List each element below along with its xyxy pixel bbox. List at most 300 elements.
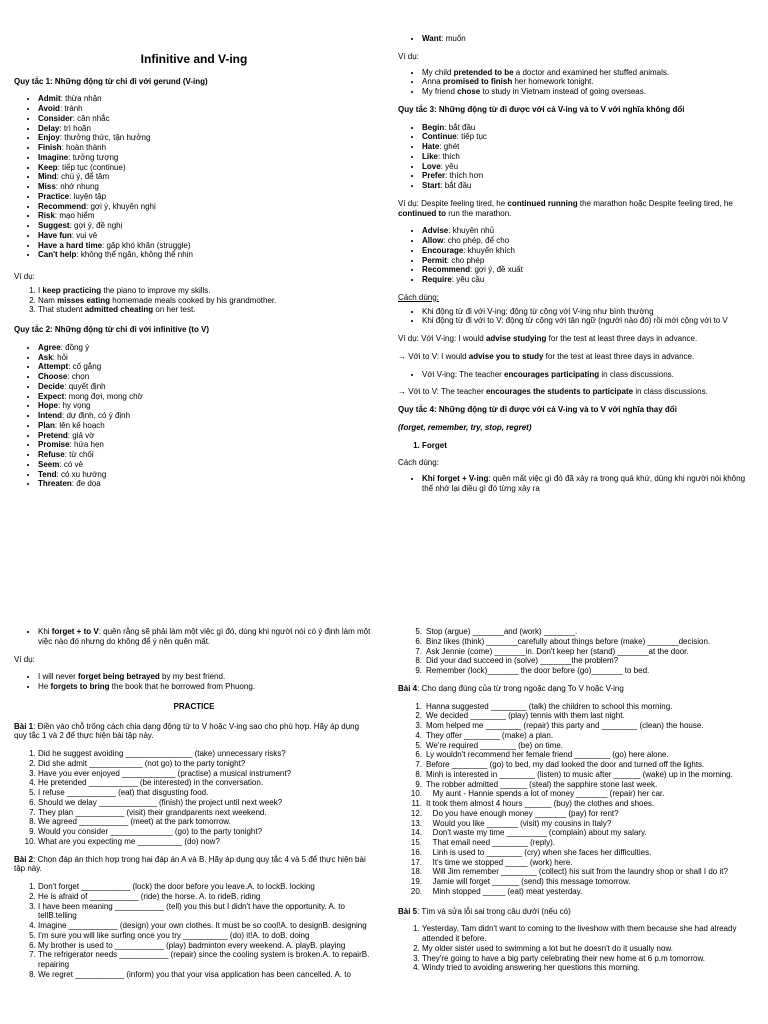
- example-text: I will never: [38, 672, 79, 682]
- highlight-text: admitted cheating: [84, 305, 154, 315]
- verb-term: Expect: [38, 391, 65, 401]
- list-item: • Have a hard time: gặp khó khăn (struggle): [38, 241, 374, 251]
- encourage-example-list: [398, 370, 756, 380]
- verb-meaning: gợi ý, đề xuất: [474, 265, 523, 275]
- exercise-row: [398, 666, 756, 676]
- verb-term: Begin: [422, 122, 445, 132]
- verb-term: Seem: [38, 459, 60, 469]
- list-item: • Prefer: thích hơn: [422, 171, 756, 181]
- list-item: • Choose: chọn: [38, 372, 374, 382]
- exercise-row: [398, 770, 756, 780]
- item-number: 5.: [415, 740, 422, 750]
- verb-term: Love: [422, 161, 441, 171]
- verb-term: Threaten: [38, 479, 72, 489]
- list-item: • Khi động từ đi với V-ing: động từ cộng với V-ing như bình thường: [422, 307, 756, 317]
- list-item: 8. We agreed ___________ (meet) at the park tomorrow.: [38, 817, 374, 827]
- list-item: • Allow: cho phép, để cho: [422, 236, 756, 246]
- exercise-row: [398, 887, 756, 897]
- list-item: 9. Would you consider ______________ (go) to the party tonight?: [38, 827, 374, 837]
- list-item: • Threaten: đe dọa: [38, 479, 374, 489]
- verb-term: Encourage: [422, 245, 464, 255]
- exercise-5-instruction: Bài 5: Tìm và sửa lỗi sai trong câu dưới (nếu có): [398, 906, 571, 916]
- item-text: Do you have enough money _______ (pay) for rent?: [426, 808, 619, 818]
- bottom-right-column: [398, 627, 756, 973]
- item-text: Stop (argue) _______and (work) _______.: [426, 627, 578, 636]
- item-text: Ask Jennie (come) _______in. Don't keep her (stand) _______at the door.: [426, 646, 689, 656]
- exercise-row: [398, 828, 756, 838]
- advise-example-2: → Với to V: I would advise you to study for the test at least three days in advance.: [398, 351, 695, 361]
- item-number: 6.: [415, 636, 422, 646]
- verb-meaning: từ chối: [69, 450, 94, 460]
- item-number: 14.: [410, 828, 422, 838]
- verb-meaning: thích hơn: [449, 171, 484, 181]
- exercise-row: [398, 656, 756, 666]
- item-text: Mom helped me ________ (repair) this party and ________ (clean) the house.: [426, 721, 704, 730]
- item-number: 2.: [415, 711, 422, 721]
- item-text: We decided ________ (play) tennis with them last night.: [426, 711, 625, 721]
- forget-ving-list: [398, 474, 756, 494]
- verb-term: Miss: [38, 182, 56, 192]
- item-number: 12.: [410, 808, 422, 818]
- item-text: My aunt - Hannie spends a lot of money _______ (repair) her car.: [426, 789, 665, 799]
- verb-meaning: chú ý, để tâm: [61, 172, 110, 182]
- encourage-example-2: → Với to V: The teacher encourages the students to participate in class discussions.: [398, 387, 708, 397]
- item-number: 1.: [415, 701, 422, 711]
- list-item: 8. We regret ___________ (inform) you that your visa application has been cancelled. A. to: [38, 970, 374, 980]
- list-item: • Seem: có vẻ: [38, 460, 374, 470]
- usage-list: [398, 307, 756, 327]
- exercise-row: [398, 702, 756, 712]
- verb-term: Choose: [38, 372, 68, 382]
- verb-term: Advise: [422, 226, 449, 236]
- item-text: Linh is used to ________ (cry) when she faces her difficulties.: [426, 847, 652, 857]
- list-item: • Ask: hỏi: [38, 353, 374, 363]
- verb-term: Consider: [38, 113, 73, 123]
- list-item: 2. My older sister used to swimming a lot but he doesn't do it usually now.: [422, 944, 756, 954]
- want-item-list: [398, 34, 756, 44]
- rule-3-verb-list: [398, 123, 756, 191]
- verb-meaning: nhớ nhung: [60, 182, 99, 192]
- item-number: 4.: [415, 730, 422, 740]
- item-text: Remember (lock)_______ the door before (go)_______ to bed.: [426, 666, 650, 675]
- list-item: 3. I have been meaning ___________ (tell) you this but I didn't have the opportunity. A. to tellB.telling: [38, 902, 374, 922]
- item-text: It's time we stopped _____ (work) here.: [426, 857, 573, 867]
- verb-term: Refuse: [38, 450, 65, 460]
- advise-example-1: Ví dụ: Với V-ing: I would advise studying for the test at least three days in advance.: [398, 334, 698, 343]
- item-number: 19.: [410, 877, 422, 886]
- top-right-column: [398, 34, 756, 494]
- verb-term: Recommend: [422, 265, 471, 275]
- list-item: [38, 296, 374, 306]
- list-item: • Delay: trì hoãn: [38, 124, 374, 134]
- item-number: 8.: [415, 769, 422, 779]
- list-item: 5. I'm sure you will like surfing once you try __________ (do) it!A. to doB. doing: [38, 931, 374, 941]
- verb-term: Require: [422, 275, 452, 284]
- exercise-2-instruction: Bài 2: Chọn đáp án thích hợp trong hai đáp án A và B. Hãy áp dụng quy tắc 4 và 5 để thực hiện bài tập này.: [14, 854, 366, 874]
- list-item: • Practice: luyện tập: [38, 192, 374, 202]
- list-item: • Avoid: tránh: [38, 104, 374, 114]
- item-text: The robber admitted ______ (steal) the sapphire stone last week.: [426, 779, 658, 789]
- item-number: 18.: [410, 867, 422, 877]
- top-left-column: [14, 52, 374, 489]
- rule-1-verb-list: [14, 94, 374, 260]
- exercise-row: [398, 809, 756, 819]
- highlight-text: misses eating: [57, 295, 111, 305]
- verb-meaning: lên kế hoạch: [59, 420, 105, 430]
- example-label: Ví dụ:: [14, 272, 35, 282]
- item-text: That email need ________ (reply).: [426, 838, 555, 847]
- verb-term: Mind: [38, 172, 57, 182]
- list-item: • Advise: khuyên nhủ: [422, 226, 756, 236]
- forget-heading: 1. Forget: [422, 441, 756, 451]
- verb-meaning: quyết định: [68, 381, 106, 391]
- verb-term: Suggest: [38, 221, 70, 231]
- verb-meaning: khuyên nhủ: [452, 226, 495, 236]
- verb-term: Prefer: [422, 171, 446, 181]
- list-item: • Plan: lên kế hoạch: [38, 421, 374, 431]
- item-number: 13.: [410, 818, 422, 828]
- example-text: My child: [422, 67, 454, 77]
- verb-term: Enjoy: [38, 133, 60, 143]
- list-item: • Start: bắt đầu: [422, 181, 756, 191]
- verb-term: Intend: [38, 411, 62, 421]
- list-item: • Like: thích: [422, 152, 756, 162]
- forget-examples: [14, 672, 374, 692]
- verb-meaning: đe dọa: [76, 479, 101, 489]
- list-item: [422, 77, 756, 87]
- verb-term: Like: [422, 151, 439, 161]
- item-text: Jamie will forget ______ (send) this message tomorrow.: [426, 877, 631, 886]
- verb-meaning: tránh: [64, 104, 83, 114]
- exercise-2-list: [14, 882, 374, 980]
- list-item: 6. My brother is used to ___________ (play) badminton every weekend. A. playB. playing: [38, 941, 374, 951]
- exercise-row: [398, 819, 756, 829]
- exercise-row: [398, 799, 756, 809]
- highlight-text: chose: [457, 87, 481, 96]
- item-text: Will Jim remember ________ (collect) his suit from the laundry shop or shall I do it?: [426, 867, 728, 877]
- exercise-4-list: [398, 702, 756, 897]
- verb-meaning: yêu: [445, 161, 459, 171]
- rule-4-heading: Quy tắc 4: Những động từ đi được với cả V-ing và to V với nghĩa thay đổi: [398, 405, 677, 414]
- example-text: the piano to improve my skills.: [101, 285, 211, 295]
- exercise-row: [398, 637, 756, 647]
- list-item: 1. Yesterday, Tam didn't want to coming to the liveshow with them because she had already attended it before.: [422, 924, 756, 944]
- list-item: • Hope: hy vọng: [38, 401, 374, 411]
- item-number: 17.: [410, 857, 422, 867]
- item-number: 7.: [415, 646, 422, 656]
- verb-meaning: đồng ý: [65, 342, 90, 352]
- practice-heading: PRACTICE: [173, 701, 215, 711]
- example-text: a doctor and examined her stuffed animals.: [513, 67, 670, 77]
- verb-meaning: mong đợi, mong chờ: [68, 391, 143, 401]
- item-text: Before ________ (go) to bed, my dad looked the door and turned off the lights.: [426, 760, 705, 769]
- item-text: Hanna suggested ________ (talk) the children to school this morning.: [426, 701, 673, 711]
- verb-meaning: bắt đầu: [448, 122, 476, 132]
- list-item: • Với V-ing: The teacher encourages participating in class discussions.: [422, 370, 756, 380]
- list-item: • Keep: tiếp tục (continue): [38, 163, 374, 173]
- verb-meaning: gợi ý, đề nghị: [74, 221, 123, 231]
- list-item: 2. Did she admit ____________ (not go) to the party tonight?: [38, 759, 374, 769]
- verb-meaning: luyện tập: [73, 191, 107, 201]
- item-text: Ly wouldn't recommend her female friend ________ (go) here alone.: [426, 750, 669, 760]
- list-item: • Intend: dự định, có ý định: [38, 411, 374, 421]
- item-text: It took them almost 4 hours ______ (buy) the clothes and shoes.: [426, 799, 655, 808]
- list-item: 4. Imagine ___________ (design) your own clothes. It must be so cool!A. to designB. designing: [38, 921, 374, 931]
- list-item: 3. Have you ever enjoyed ____________ (practise) a musical instrument?: [38, 769, 374, 779]
- rule-2-verb-list: [14, 343, 374, 489]
- exercise-row: [398, 721, 756, 731]
- verb-meaning: trì hoãn: [63, 123, 91, 133]
- exercise-row: [398, 780, 756, 790]
- verb-meaning: mạo hiểm: [59, 211, 95, 221]
- item-number: 8.: [415, 656, 422, 666]
- list-item: • Permit: cho phép: [422, 256, 756, 266]
- exercise-1-instruction: Bài 1: Điền vào chỗ trống cách chia dạng động từ to V hoặc V-ing sao cho phù hợp. Hãy áp dụng quy tắc 1 và 2 để thực hiện bài tập này.: [14, 721, 360, 741]
- verb-meaning: chọn: [71, 372, 90, 382]
- item-number: 5.: [415, 627, 422, 636]
- verb-term: Promise: [38, 440, 70, 450]
- list-item: 10. What are you expecting me __________ (do) now?: [38, 837, 374, 847]
- item-number: 11.: [411, 799, 422, 808]
- list-item: 3. They're going to have a big party celebrating their new home at 6 p.m tomorrow.: [422, 954, 756, 964]
- item-text: Did your dad succeed in (solve) _______the problem?: [426, 656, 619, 666]
- verb-term: Delay: [38, 123, 60, 133]
- verb-term: Pretend: [38, 430, 68, 440]
- list-item: • Continue: tiếp tục: [422, 132, 756, 142]
- item-number: 15.: [410, 838, 422, 847]
- list-item: • Enjoy: thưởng thức, tận hưởng: [38, 133, 374, 143]
- verb-term: Have a hard time: [38, 240, 103, 250]
- list-item: • Hate: ghét: [422, 142, 756, 152]
- verb-term: Can't help: [38, 250, 77, 260]
- list-item: • Suggest: gợi ý, đề nghị: [38, 221, 374, 231]
- exercise-1-list: [14, 749, 374, 847]
- verb-meaning: thừa nhận: [65, 94, 102, 104]
- forget-to-v-list: [14, 627, 374, 647]
- item-text: They offer ________ (make) a plan.: [426, 730, 554, 740]
- verb-meaning: gặp khó khăn (struggle): [106, 240, 191, 250]
- item-number: 9.: [415, 666, 422, 675]
- verb-term: Decide: [38, 381, 65, 391]
- list-item: • Consider: cân nhắc: [38, 114, 374, 124]
- list-item: • Tend: có xu hướng: [38, 470, 374, 480]
- item-number: 10.: [410, 789, 422, 799]
- verb-term: Keep: [38, 162, 58, 172]
- highlight-text: pretended to be: [453, 67, 514, 77]
- item-text: Minh is interested in ________ (listen) to music after ______ (wake) up in the morning.: [426, 769, 733, 779]
- verb-meaning: dự định, có ý định: [66, 411, 131, 421]
- verb-meaning: không thể ngăn, không thể nhịn: [80, 250, 193, 260]
- example-text: Nam: [38, 295, 58, 305]
- example-text: by my best friend.: [159, 672, 226, 682]
- verb-meaning: bắt đầu: [444, 181, 472, 190]
- verb-term: Ask: [38, 352, 53, 362]
- verb-term: Allow: [422, 236, 444, 245]
- usage-label-2: Cách dùng:: [398, 458, 439, 468]
- list-item: • Attempt: cố gắng: [38, 362, 374, 372]
- list-item: • Imagine: tưởng tượng: [38, 153, 374, 163]
- verb-meaning: có xu hướng: [60, 469, 107, 479]
- list-item: • Miss: nhớ nhung: [38, 182, 374, 192]
- example-text: on her test.: [153, 305, 196, 315]
- verb-meaning: gợi ý, khuyên nghị: [90, 201, 156, 211]
- verb-meaning: hy vọng: [62, 401, 91, 411]
- list-item: 7. They plan ___________ (visit) their grandparents next weekend.: [38, 808, 374, 818]
- list-item: [38, 682, 374, 692]
- example-text: My friend: [422, 87, 458, 96]
- list-item: 1. Did he suggest avoiding _______________ (take) unnecessary risks?: [38, 749, 374, 759]
- list-item: [422, 68, 756, 78]
- verb-term: Finish: [38, 143, 62, 153]
- example-text: He: [38, 682, 51, 691]
- verb-meaning: thích: [442, 151, 460, 161]
- verb-meaning: khuyến khích: [467, 245, 515, 255]
- example-text: I: [38, 285, 43, 295]
- list-item: • Love: yêu: [422, 162, 756, 172]
- item-text: Would you like _______ (visit) my cousins in Italy?: [426, 818, 612, 828]
- verb-meaning: hoàn thành: [66, 143, 107, 153]
- item-number: 6.: [415, 750, 422, 760]
- verb-meaning: cho phép: [451, 255, 485, 265]
- example-label: Ví dụ:: [398, 51, 419, 61]
- verb-term: Tend: [38, 469, 57, 479]
- verb-meaning: yêu cầu: [456, 275, 485, 284]
- list-item: 4. He pretended ___________ (be interested) in the conversation.: [38, 778, 374, 788]
- list-item: 2. He is afraid of ___________ (ride) the horse. A. to rideB. riding: [38, 892, 374, 902]
- verb-meaning: tưởng tượng: [72, 152, 119, 162]
- rule-3-example: Ví dụ: Despite feeling tired, he continued running the marathon hoặc Despite feeling tired, he continued to run the marathon.: [398, 198, 733, 218]
- list-item: • Admit: thừa nhận: [38, 94, 374, 104]
- rule-3b-verb-list: [398, 226, 756, 285]
- verb-meaning: có vẻ: [63, 459, 83, 469]
- example-text: Anna: [422, 77, 443, 87]
- exercise-row: [398, 711, 756, 721]
- list-item: • Mind: chú ý, để tâm: [38, 172, 374, 182]
- verb-term: Avoid: [38, 104, 60, 114]
- highlight-text: promised to finish: [442, 77, 513, 87]
- exercise-row: [398, 760, 756, 770]
- item-text: Binz likes (think) _______carefully about things before (make) _______decision.: [426, 636, 711, 646]
- rule-4-subtitle: (forget, remember, try, stop, regret): [398, 422, 532, 432]
- exercise-4-instruction: Bài 4: Cho dạng đúng của từ trong ngoặc dạng To V hoặc V-ing: [398, 683, 624, 693]
- item-number: 9.: [415, 779, 422, 789]
- list-item: 6. Should we delay _____________ (finish) the project until next week?: [38, 798, 374, 808]
- verb-term: Practice: [38, 191, 70, 201]
- list-item: [422, 87, 756, 97]
- bottom-left-column: [14, 627, 374, 980]
- verb-term: Hope: [38, 401, 58, 411]
- list-item: • Khi forget + V-ing: quên mất việc gì đó đã xảy ra trong quá khứ, dùng khi người nói không thể nhớ lại điều gì đó từng xảy ra: [422, 474, 756, 494]
- list-item: • Khi động từ đi với to V: động từ cộng với tân ngữ (người nào đó) rồi mới cộng với to V: [422, 316, 756, 326]
- exercise-row: [398, 858, 756, 868]
- verb-term: Permit: [422, 255, 447, 265]
- exercise-5-list: [398, 924, 756, 973]
- verb-term: Have fun: [38, 230, 72, 240]
- verb-term: Attempt: [38, 362, 69, 372]
- list-item: • Want: muốn: [422, 34, 756, 44]
- list-item: • Recommend: gợi ý, đề xuất: [422, 265, 756, 275]
- example-text: That student: [38, 305, 85, 315]
- example-text: homemade meals cooked by his grandmother.: [110, 295, 277, 305]
- highlight-text: keep practicing: [42, 285, 102, 295]
- verb-meaning: thưởng thức, tận hưởng: [64, 133, 151, 143]
- verb-meaning: vui vẻ: [76, 230, 98, 240]
- exercise-row: [398, 789, 756, 799]
- item-number: 3.: [415, 721, 422, 730]
- verb-term: Imagine: [38, 152, 69, 162]
- exercise-row: [398, 750, 756, 760]
- verb-meaning: tiếp tục: [461, 132, 487, 142]
- list-item: [38, 286, 374, 296]
- list-item: • Can't help: không thể ngăn, không thể nhịn: [38, 250, 374, 260]
- verb-term: Agree: [38, 342, 61, 352]
- exercise-row: [398, 627, 756, 637]
- list-item: 4. Windy tried to avoiding answering her questions this morning.: [422, 963, 756, 973]
- verb-term: Admit: [38, 94, 61, 104]
- verb-meaning: tiếp tục (continue): [62, 162, 126, 172]
- exercise-row: [398, 867, 756, 877]
- verb-term: Hate: [422, 142, 440, 151]
- list-item: • Promise: hứa hẹn: [38, 440, 374, 450]
- item-number: 16.: [410, 847, 422, 857]
- list-item: • Pretend: giả vờ: [38, 431, 374, 441]
- verb-meaning: ghét: [443, 142, 460, 151]
- usage-label: Cách dùng:: [398, 292, 439, 302]
- exercise-row: [398, 731, 756, 741]
- example-label: Ví dụ:: [14, 654, 35, 664]
- verb-meaning: giả vờ: [72, 430, 95, 440]
- verb-meaning: hỏi: [57, 352, 68, 362]
- exercise-row: [398, 877, 756, 887]
- example-text: to study in Vietnam instead of going overseas.: [480, 87, 646, 96]
- verb-term: Recommend: [38, 201, 87, 211]
- list-item: • Risk: mạo hiểm: [38, 211, 374, 221]
- highlight-text: forgets to bring: [50, 682, 110, 691]
- example-text: the book that he borrowed from Phuong.: [109, 682, 255, 691]
- verb-meaning: cố gắng: [72, 362, 102, 372]
- highlight-text: forget being betrayed: [78, 672, 160, 682]
- list-item: • Refuse: từ chối: [38, 450, 374, 460]
- list-item: • Expect: mong đợi, mong chờ: [38, 392, 374, 402]
- document-title: Infinitive and V-ing: [140, 52, 248, 66]
- exercise-row: [398, 741, 756, 751]
- verb-meaning: cân nhắc: [77, 113, 110, 123]
- list-item: • Finish: hoàn thành: [38, 143, 374, 153]
- list-item: • Recommend: gợi ý, khuyên nghị: [38, 202, 374, 212]
- list-item: 1. Don't forget ___________ (lock) the door before you leave.A. to lockB. locking: [38, 882, 374, 892]
- list-item: [38, 305, 374, 315]
- forget-heading-list: [398, 441, 756, 451]
- list-item: 7. The refrigerator needs ___________ (repair) since the cooling system is broken.A. to repairB. repairing: [38, 950, 374, 970]
- verb-term: Continue: [422, 132, 457, 142]
- exercise-row: [398, 838, 756, 848]
- list-item: • Require: yêu cầu: [422, 275, 756, 285]
- list-item: • Begin: bắt đầu: [422, 123, 756, 133]
- exercise-row: [398, 647, 756, 657]
- list-item: 5. I refuse ___________ (eat) that disgusting food.: [38, 788, 374, 798]
- rule-2-heading: Quy tắc 2: Những động từ chỉ đi với infinitive (to V): [14, 325, 210, 335]
- item-number: 20.: [410, 886, 422, 896]
- list-item: [38, 672, 374, 682]
- example-text: her homework tonight.: [512, 77, 594, 87]
- list-item: • Agree: đồng ý: [38, 343, 374, 353]
- item-text: Minh stopped _____ (eat) meat yesterday.: [426, 886, 583, 896]
- rule-2-examples: [398, 68, 756, 97]
- item-text: We're required ________ (be) on time.: [426, 740, 564, 750]
- list-item: • Decide: quyết định: [38, 382, 374, 392]
- item-number: 7.: [415, 760, 422, 769]
- verb-meaning: hứa hẹn: [74, 440, 104, 450]
